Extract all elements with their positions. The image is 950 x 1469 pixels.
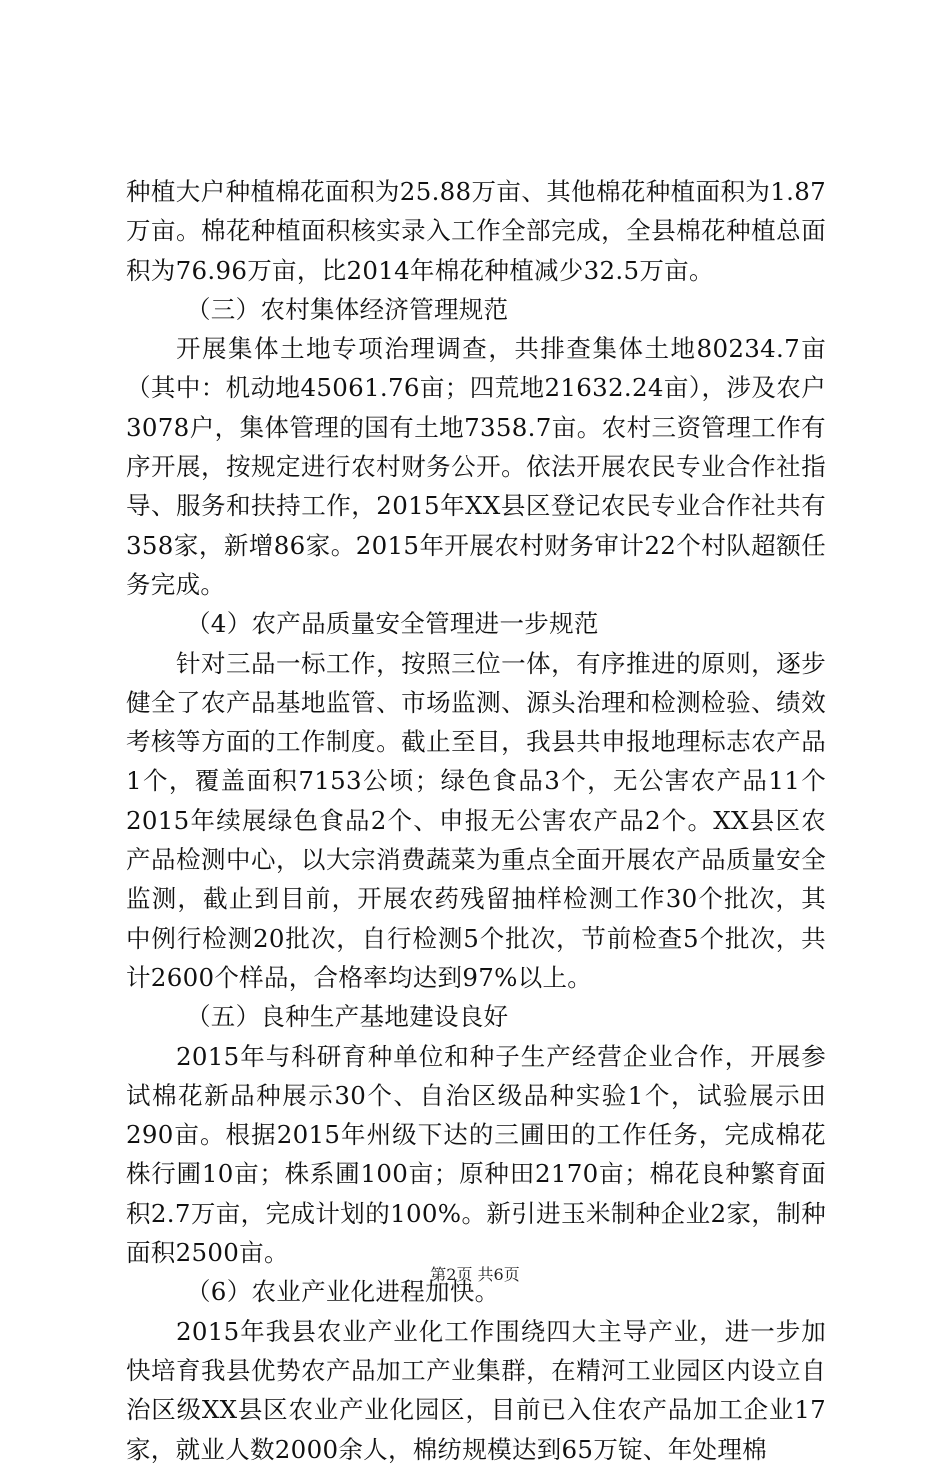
paragraph-collective-land: 开展集体土地专项治理调查，共排查集体土地80234.7亩（其中：机动地45061.76亩；四荒地21632.24亩），涉及农户3078户，集体管理的国有土地7358.7亩。农村三资管理工作有序开展，按规定进行农村财务公开。依法开展农民专业合作社指导、服务和扶持工作，2015年XX县区登记农民专业合作社共有358家，新增86家。2015年开展农村财务审计22个村队超额任务完成。 [126,334,826,599]
section-heading-4: （4）农产品质量安全管理进一步规范 [186,609,599,639]
section-heading-5: （五）良种生产基地建设良好 [186,1002,509,1032]
page-footer [0,1262,950,1285]
paragraph-industrialization: 2015年我县农业产业化工作围绕四大主导产业，进一步加快培育我县优势农产品加工产业集群，在精河工业园区内设立自治区级XX县区农业产业化园区，目前已入住农产品加工企业17家，就业人数2000余人，棉纺规模达到65万锭、年处理棉 [126,1316,826,1464]
paragraph-quality-safety: 针对三品一标工作，按照三位一体，有序推进的原则，逐步健全了农产品基地监管、市场监测、源头治理和检测检验、绩效考核等方面的工作制度。截止至目，我县共申报地理标志农产品1个，覆盖面积7153公顷；绿色食品3个，无公害农产品11个2015年续展绿色食品2个、申报无公害农产品2个。XX县区农产品检测中心，以大宗消费蔬菜为重点全面开展农产品质量安全监测，截止到目前，开展农药残留抽样检测工作30个批次，其中例行检测20批次，自行检测5个批次，节前检查5个批次，共计2600个样品，合格率均达到97%以上。 [126,648,826,992]
section-heading-3: （三）农村集体经济管理规范 [186,294,509,324]
section-heading-6: （6）农业产业化进程加快。 [186,1277,500,1307]
page-number: 第2页 共6页 [430,1265,520,1284]
paragraph-continued: 种植大户种植棉花面积为25.88万亩、其他棉花种植面积为1.87万亩。棉花种植面积核实录入工作全部完成，全县棉花种植总面积为76.96万亩，比2014年棉花种植减少32.5万亩。 [126,177,826,285]
paragraph-seed-base: 2015年与科研育种单位和种子生产经营企业合作，开展参试棉花新品种展示30个、自治区级品种实验1个，试验展示田290亩。根据2015年州级下达的三圃田的工作任务，完成棉花株行圃10亩；株系圃100亩；原种田2170亩；棉花良种繁育面积2.7万亩，完成计划的100%。新引进玉米制种企业2家，制种面积2500亩。 [126,1041,826,1268]
